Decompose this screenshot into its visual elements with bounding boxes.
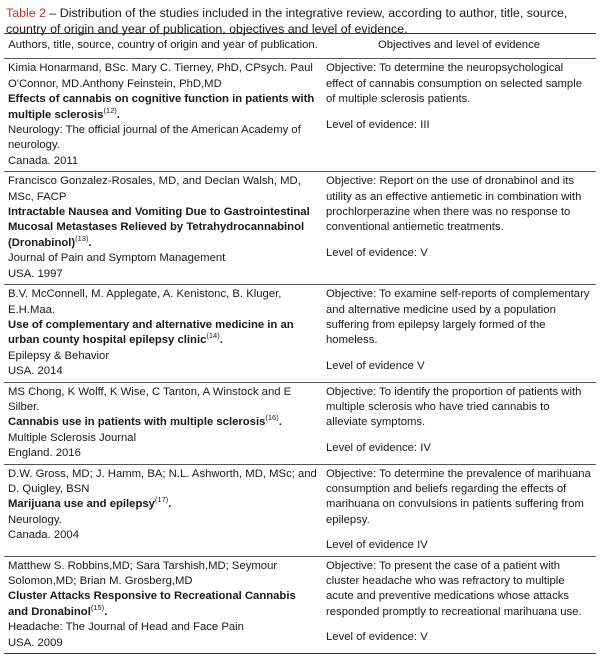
study-authors: Matthew S. Robbins,MD; Sara Tarshish,MD; Seymour Solomon,MD; Brian M. Grosberg,MD: [8, 559, 278, 587]
study-citation-cell: Matthew S. Robbins,MD; Sara Tarshish,MD; Seymour Solomon,MD; Brian M. Grosberg,MD Cluster Attacks Responsive to Recreational Cannabis and Dronabinol$^{(15)}$. Headache: The Journal of Head and Face Pain USA. 2009: [4, 556, 322, 653]
study-country-year: USA. 1997: [8, 267, 63, 280]
study-level-of-evidence: Level of evidence: IV: [326, 441, 431, 454]
study-level-of-evidence: Level of evidence IV: [326, 539, 428, 552]
study-objective: Objective: To examine self-reports of complementary and alternative medicine used by a population suffering from epilepsy largely formed of the homeless.: [326, 288, 590, 347]
study-title: Cannabis use in patients with multiple sclerosis: [8, 416, 266, 429]
study-level-of-evidence: Level of evidence: III: [326, 118, 430, 131]
study-reference: (13): [75, 234, 89, 244]
study-title: Intractable Nausea and Vomiting Due to Gastrointestinal Mucosal Metastases Relieved by Tetrahydrocannabinol (Dronabinol): [8, 206, 310, 249]
table-row: [4, 172, 596, 285]
study-objective-cell: [322, 382, 596, 464]
table-caption-text: – Distribution of the studies included in the integrative review, according to author, title, source, country of origin and year of publication, objectives and level of evidence.: [6, 6, 568, 36]
study-objective: Objective: To present the case of a patient with cluster headache who was refractory to multiple acute and preventive medications whose attacks responded promptly to recreational marihuana use.: [326, 559, 582, 618]
table-row: [4, 556, 596, 653]
study-title: Use of complementary and alternative medicine in an urban county hospital epilepsy clinic: [8, 318, 294, 347]
study-citation-cell: D.W. Gross, MD; J. Hamm, BA; N.L. Ashworth, MD, MSc; and D. Quigley, BSN Marijuana use and epilepsy$^{(17)}$. Neurology. Canada. 2004: [4, 464, 322, 556]
study-citation-cell: Francisco Gonzalez-Rosales, MD, and Declan Walsh, MD, MSc, FACP Intractable Nausea and Vomiting Due to Gastrointestinal Mucosal Metastases Relieved by Tetrahydrocannabinol (Dronabinol)$^{(13)}$. Journal of Pain and Symptom Management USA. 1997: [4, 172, 322, 285]
table-row: [4, 382, 596, 464]
study-source: Headache: The Journal of Head and Face Pain: [8, 621, 244, 634]
table-row: [4, 59, 596, 172]
study-objective-cell: [322, 172, 596, 285]
study-citation-cell: B.V. McConnell, M. Applegate, A. Kenistonc, B. Kluger, E.H.Maa. Use of complementary and alternative medicine in an urban county hospital epilepsy clinic$^{(14)}$. Epilepsy & Behavior USA. 2014: [4, 285, 322, 382]
study-title: Effects of cannabis on cognitive function in patients with multiple sclerosis: [8, 93, 315, 121]
study-reference: (16): [265, 413, 279, 423]
table-caption: [4, 0, 596, 36]
study-authors: MS Chong, K Wolff, K Wise, C Tanton, A Winstock and E Silber.: [8, 385, 292, 413]
study-objective-cell: [322, 59, 596, 172]
study-reference: (15): [90, 603, 105, 613]
studies-table: [4, 33, 596, 654]
study-objective: Objective: To determine the neuropsychological effect of cannabis consumption on selected sample of multiple sclerosis patients.: [326, 62, 583, 106]
study-objective: Objective: To determine the prevalence of marihuana consumption and beliefs regarding the effects of marihuana on convulsions in patients suffering from epilepsy.: [326, 467, 591, 526]
table-header-row: [4, 34, 596, 59]
study-source: Neurology.: [8, 513, 62, 526]
study-objective-cell: [322, 464, 596, 556]
study-citation-cell: Kimia Honarmand, BSc. Mary C. Tierney, PhD, CPsych. Paul O'Connor, MD.Anthony Feinstein, PhD,MD Effects of cannabis on cognitive function in patients with multiple sclerosis$^{(12)}$. Neurology: The official journal of the American Academy of neurology. Canada. 2011: [4, 59, 322, 172]
column-header-objectives: Objectives and level of evidence: [322, 34, 596, 59]
study-level-of-evidence: Level of evidence: V: [326, 246, 428, 259]
study-objective-cell: [322, 285, 596, 382]
study-objective: Objective: To identify the proportion of patients with multiple sclerosis who have tried cannabis to alleviate symptoms.: [326, 385, 582, 429]
study-reference: (12): [103, 105, 117, 115]
study-level-of-evidence: Level of evidence V: [326, 359, 425, 372]
study-citation-cell: MS Chong, K Wolff, K Wise, C Tanton, A Winstock and E Silber. Cannabis use in patients with multiple sclerosis$^{(16)}$. Multiple Sclerosis Journal England. 2016: [4, 382, 322, 464]
table-row: [4, 285, 596, 382]
study-authors: D.W. Gross, MD; J. Hamm, BA; N.L. Ashworth, MD, MSc; and D. Quigley, BSN: [8, 467, 317, 495]
study-authors: Kimia Honarmand, BSc. Mary C. Tierney, PhD, CPsych. Paul O'Connor, MD.Anthony Feinstein, PhD,MD: [8, 62, 313, 90]
study-title: Cluster Attacks Responsive to Recreational Cannabis and Dronabinol: [8, 590, 296, 618]
study-country-year: Canada. 2004: [8, 529, 79, 542]
study-objective-cell: [322, 556, 596, 653]
study-country-year: USA. 2009: [8, 636, 63, 649]
study-country-year: USA. 2014: [8, 365, 63, 378]
table-label: Table 2: [6, 6, 46, 20]
study-source: Epilepsy & Behavior: [8, 349, 110, 362]
study-source: Multiple Sclerosis Journal: [8, 431, 137, 444]
study-country-year: Canada. 2011: [8, 154, 79, 167]
study-title: Marijuana use and epilepsy: [8, 498, 155, 511]
study-objective: Objective: Report on the use of dronabinol and its utility as an effective antiemetic in combination with prochlorperazine when there was no response to conventional antiemetic treatments.: [326, 175, 582, 234]
study-source: Journal of Pain and Symptom Management: [8, 252, 226, 265]
study-authors: Francisco Gonzalez-Rosales, MD, and Declan Walsh, MD, MSc, FACP: [8, 175, 301, 203]
column-header-authors: Authors, title, source, country of origin and year of publication.: [4, 34, 322, 59]
study-reference: (14): [206, 331, 220, 341]
study-authors: B.V. McConnell, M. Applegate, A. Kenistonc, B. Kluger, E.H.Maa.: [8, 288, 282, 316]
table-row: [4, 464, 596, 556]
study-level-of-evidence: Level of evidence: V: [326, 631, 428, 644]
study-source: Neurology: The official journal of the American Academy of neurology.: [8, 124, 301, 152]
study-country-year: England. 2016: [8, 447, 81, 460]
study-reference: (17): [154, 495, 169, 505]
